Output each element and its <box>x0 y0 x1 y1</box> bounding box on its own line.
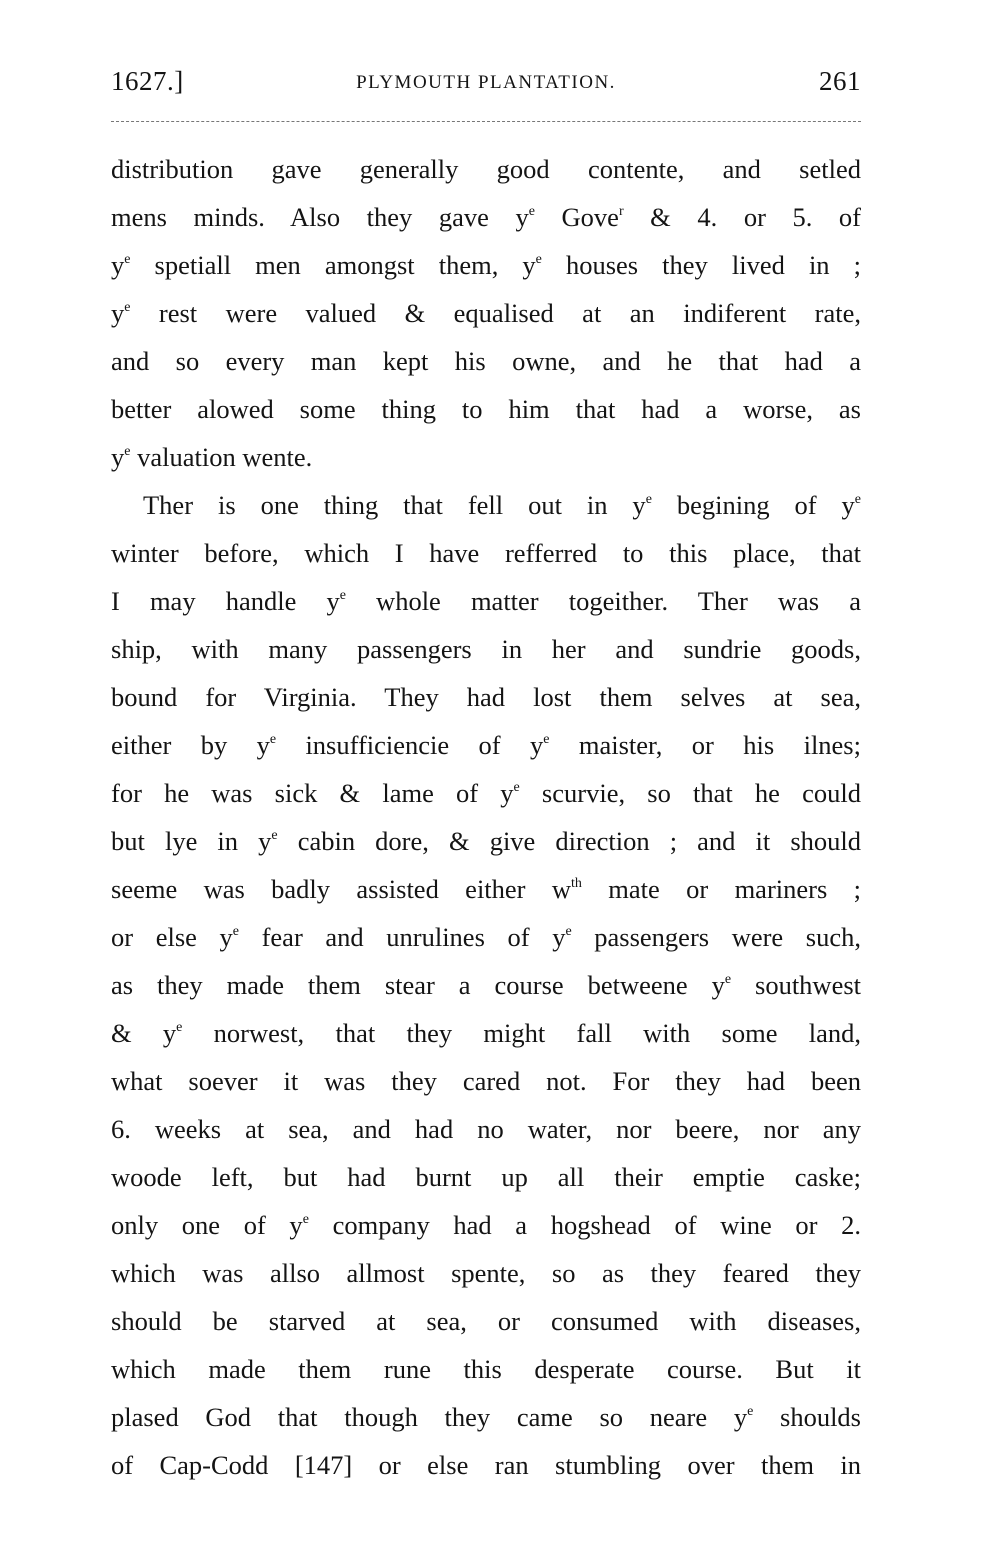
superscript: e <box>535 252 542 267</box>
text-segment: which made them rune this desperate course. But it <box>111 1354 861 1384</box>
text-line <box>111 1441 861 1489</box>
superscript: e <box>747 1404 754 1419</box>
text-segment: 6. weeks at sea, and had no water, nor beere, nor any <box>111 1114 861 1144</box>
text-segment: Gove <box>534 202 619 232</box>
text-segment: fear and unrulines of y <box>238 922 566 952</box>
text-line <box>111 481 861 529</box>
text-segment: & 4. or 5. of <box>623 202 861 232</box>
text-segment: shoulds <box>753 1402 861 1432</box>
text-segment: but lye in y <box>111 826 272 856</box>
text-segment: begining of y <box>651 490 855 520</box>
text-segment: what soever it was they cared not. For they had been <box>111 1066 861 1096</box>
text-line <box>111 1297 861 1345</box>
text-segment: woode left, but had burnt up all their emptie caske; <box>111 1162 861 1192</box>
text-segment: as they made them stear a course betweene y <box>111 970 725 1000</box>
superscript: e <box>528 204 535 219</box>
text-segment: whole matter togeither. Ther was a <box>345 586 861 616</box>
text-segment: y <box>111 298 125 328</box>
text-segment: I may handle y <box>111 586 340 616</box>
text-line <box>111 769 861 817</box>
superscript: th <box>571 876 582 891</box>
text-segment: rest were valued & equalised at an indiferent rate, <box>130 298 861 328</box>
text-line <box>111 673 861 721</box>
text-segment: y <box>111 442 125 472</box>
text-line <box>111 1393 861 1441</box>
text-line <box>111 913 861 961</box>
superscript: e <box>565 924 572 939</box>
superscript: e <box>543 732 550 747</box>
text-segment: mate or mariners ; <box>581 874 861 904</box>
text-segment: or else y <box>111 922 233 952</box>
text-segment: houses they lived in ; <box>541 250 861 280</box>
text-segment: & y <box>111 1018 177 1048</box>
text-line <box>111 1057 861 1105</box>
text-line <box>111 145 861 193</box>
text-segment: which was allso allmost spente, so as they feared they <box>111 1258 861 1288</box>
header-rule <box>111 121 861 122</box>
text-line <box>111 385 861 433</box>
running-head <box>111 66 861 110</box>
text-line <box>111 289 861 337</box>
text-segment: plased God that though they came so neare y <box>111 1402 748 1432</box>
header-year: 1627.] <box>111 66 184 96</box>
superscript: e <box>339 588 346 603</box>
superscript: e <box>124 300 131 315</box>
text-line <box>111 1153 861 1201</box>
text-line <box>111 577 861 625</box>
text-line <box>111 1345 861 1393</box>
superscript: e <box>513 780 520 795</box>
text-segment: ship, with many passengers in her and sundrie goods, <box>111 634 861 664</box>
text-segment: company had a hogshead of wine or 2. <box>308 1210 861 1240</box>
superscript: e <box>854 492 861 507</box>
text-segment: better alowed some thing to him that had a worse, as <box>111 394 861 424</box>
text-line <box>111 817 861 865</box>
text-line <box>111 865 861 913</box>
superscript: e <box>232 924 239 939</box>
text-line <box>111 1201 861 1249</box>
superscript: e <box>124 444 131 459</box>
text-segment: for he was sick & lame of y <box>111 778 514 808</box>
text-line <box>111 193 861 241</box>
text-segment: of Cap-Codd [147] or else ran stumbling over them in <box>111 1450 861 1480</box>
header-title: PLYMOUTH PLANTATION. <box>356 72 616 93</box>
text-line <box>111 337 861 385</box>
text-line <box>111 721 861 769</box>
text-segment: spetiall men amongst them, y <box>130 250 536 280</box>
text-line <box>111 1249 861 1297</box>
text-segment: bound for Virginia. They had lost them selves at sea, <box>111 682 861 712</box>
text-segment: passengers were such, <box>571 922 861 952</box>
body-text <box>111 145 861 1489</box>
superscript: e <box>124 252 131 267</box>
text-segment: maister, or his ilnes; <box>549 730 861 760</box>
text-segment: southwest <box>731 970 861 1000</box>
text-segment: cabin dore, & give direction ; and it should <box>277 826 861 856</box>
text-segment: norwest, that they might fall with some land, <box>182 1018 861 1048</box>
text-line <box>111 1009 861 1057</box>
superscript: e <box>176 1020 183 1035</box>
text-line <box>111 961 861 1009</box>
superscript: e <box>269 732 277 747</box>
text-segment: distribution gave generally good contente, and setled <box>111 154 861 184</box>
text-segment: only one of y <box>111 1210 303 1240</box>
superscript: e <box>724 972 732 987</box>
text-segment: winter before, which I have refferred to this place, that <box>111 538 861 568</box>
text-line <box>111 625 861 673</box>
text-segment: scurvie, so that he could <box>519 778 861 808</box>
text-segment: and so every man kept his owne, and he that had a <box>111 346 861 376</box>
text-segment: should be starved at sea, or consumed with diseases, <box>111 1306 861 1336</box>
text-segment: insufficiencie of y <box>276 730 544 760</box>
text-segment: Ther is one thing that fell out in y <box>143 490 646 520</box>
text-line <box>111 1105 861 1153</box>
text-line <box>111 433 861 481</box>
superscript: e <box>271 828 278 843</box>
page-number: 261 <box>819 66 861 96</box>
text-segment: either by y <box>111 730 270 760</box>
superscript: e <box>645 492 652 507</box>
text-segment: valuation wente. <box>130 442 313 472</box>
text-segment: mens minds. Also they gave y <box>111 202 529 232</box>
text-segment: y <box>111 250 125 280</box>
superscript: e <box>302 1212 309 1227</box>
text-segment: seeme was badly assisted either w <box>111 874 572 904</box>
text-line <box>111 529 861 577</box>
text-line <box>111 241 861 289</box>
superscript: r <box>618 204 624 219</box>
